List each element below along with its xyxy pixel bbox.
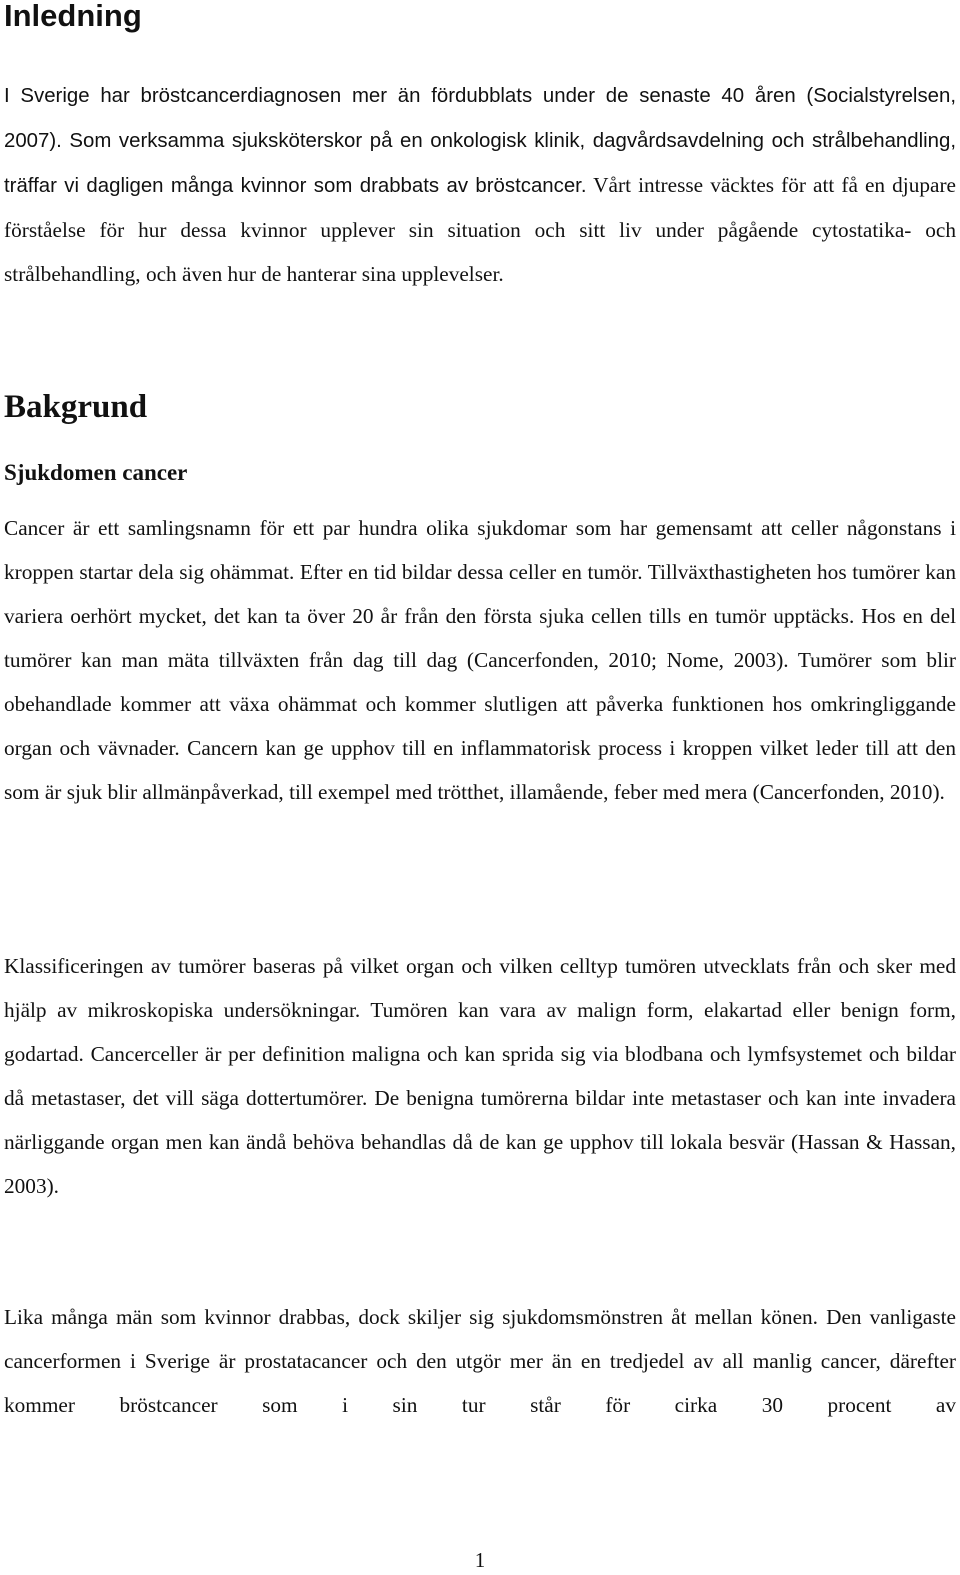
paragraph-cancer-prevalence: Lika många män som kvinnor drabbas, dock skiljer sig sjukdomsmönstren åt mellan könen. Den vanligaste cancerformen i Sverige är prostatacancer och den utgör mer än en tredjedel av all manlig cancer, därefter kommer bröstcancer som i sin tur står för cirka 30 procent av [4,1305,956,1417]
paragraph-tumor-classification: Klassificeringen av tumörer baseras på vilket organ och vilken celltyp tumören utvecklats från och sker med hjälp av mikroskopiska undersökningar. Tumören kan vara av malign form, elakartad eller benign form, godartad. Cancerceller är per definition maligna och kan sprida sig via blodbana och lymfsystemet och bildar då metastaser, det vill säga dottertumörer. De benigna tumörerna bildar inte metastaser och kan inte invadera närliggande organ men kan ändå behöva behandlas då de kan ge upphov till lokala besvär (Hassan & Hassan, 2003). [4,954,956,1198]
heading-bakgrund: Bakgrund [4,389,148,425]
heading-inledning: Inledning [4,0,142,33]
intro-paragraph-sans: I Sverige har bröstcancerdiagnosen mer än fördubblats under de senaste 40 åren (Socialstyrelsen, 2007). Som verksamma sjuksköterskor på en onkologisk klinik, dagvårdsavdelning och strålbehandling, träffar vi dagligen många kvinnor som drabbats av bröstcancer. [4,85,956,197]
page-number: 1 [474,1548,486,1572]
subheading-sjukdomen-cancer: Sjukdomen cancer [4,460,188,485]
paragraph-cancer-definition: Cancer är ett samlingsnamn för ett par hundra olika sjukdomar som har gemensamt att celler någonstans i kroppen startar dela sig ohämmat. Efter en tid bildar dessa celler en tumör. Tillväxthastigheten hos tumörer kan variera oerhört mycket, det kan ta över 20 år från den första sjuka cellen tills en tumör upptäcks. Hos en del tumörer kan man mäta tillväxten från dag till dag (Cancerfonden, 2010; Nome, 2003). Tumörer som blir obehandlade kommer att växa ohämmat och kommer slutligen att påverka funktionen hos omkringliggande organ och vävnader. Cancern kan ge upphov till en inflammatorisk process i kroppen vilket leder till att den som är sjuk blir allmänpåverkad, till exempel med trötthet, illamående, feber med mera (Cancerfonden, 2010). [4,516,956,804]
intro-paragraph [4,73,956,296]
intro-paragraph-serif: Vårt intresse väcktes för att få en djupare förståelse för hur dessa kvinnor upplever sin situation och sitt liv under pågående cytostatika- och strålbehandling, och även hur de hanterar sina upplevelser. [4,173,956,286]
